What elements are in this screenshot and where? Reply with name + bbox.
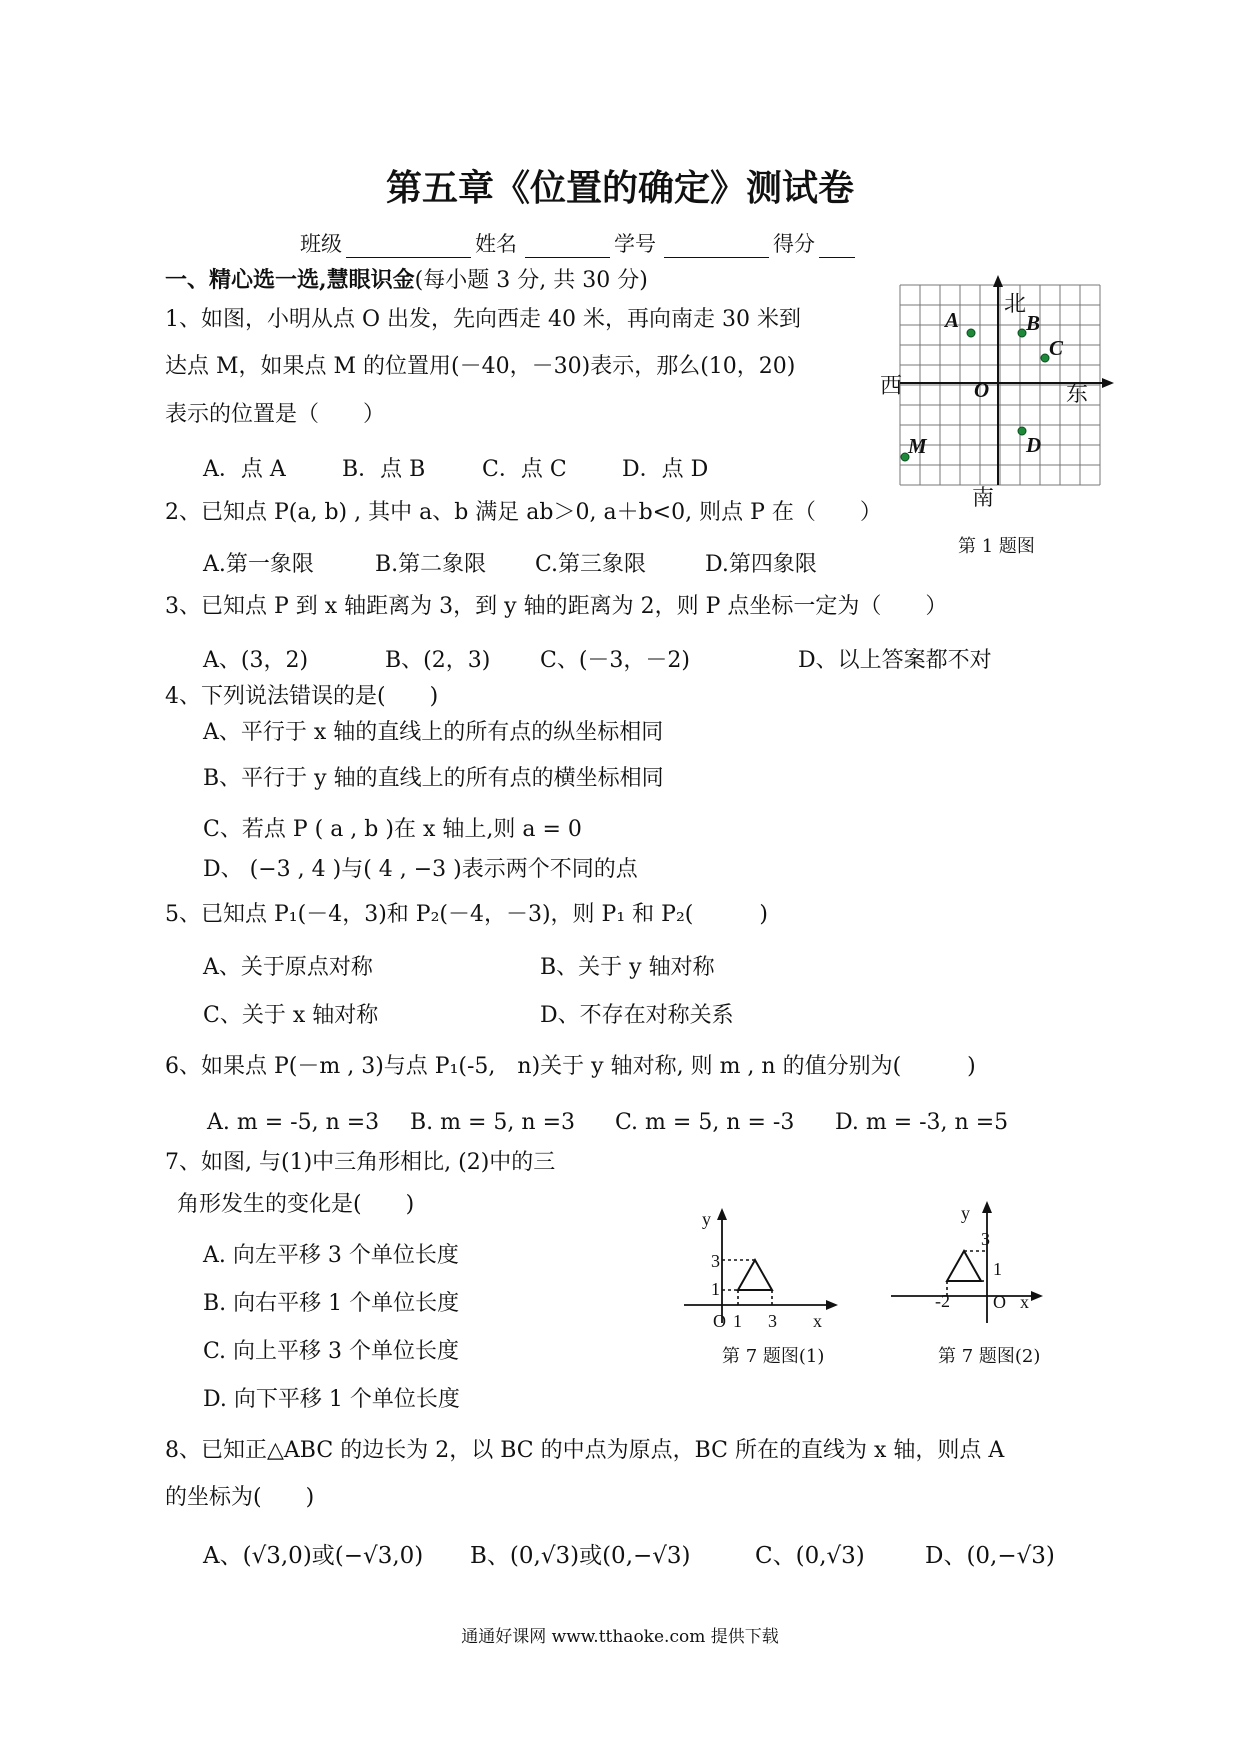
- y-arrow-icon: [717, 1208, 727, 1220]
- q5-option-d[interactable]: D、不存在对称关系: [540, 1003, 734, 1028]
- q7-option-a[interactable]: A. 向左平移 3 个单位长度: [203, 1243, 459, 1268]
- question-4: 4、下列说法错误的是( ): [165, 684, 439, 709]
- question-5: 5、已知点 P₁(－4，3)和 P₂(－4，－3)，则 P₁ 和 P₂( ): [165, 902, 768, 927]
- student-info-line: [300, 228, 859, 258]
- q4-option-c[interactable]: C、若点 P ( a , b )在 x 轴上,则 a = 0: [203, 817, 582, 842]
- fig2-value-3: 3: [981, 1229, 990, 1249]
- fig2-tick-neg2: -2: [935, 1291, 950, 1311]
- fig1-x-label: x: [813, 1311, 822, 1330]
- q1-option-d[interactable]: D．点 D: [622, 457, 709, 482]
- label-north: 北: [1004, 291, 1027, 316]
- q7-figure-2-caption: 第 7 题图(2): [938, 1346, 1041, 1367]
- label-point-a: A: [945, 308, 960, 332]
- question-8-line-2: 的坐标为( ): [165, 1485, 315, 1510]
- fig1-tick-1: 1: [733, 1311, 742, 1330]
- name-blank[interactable]: [525, 237, 610, 258]
- section-heading: [165, 265, 648, 296]
- page-title: 第五章《位置的确定》测试卷: [385, 167, 854, 209]
- fig1-value-1: 1: [711, 1279, 720, 1299]
- q5-option-a[interactable]: A、关于原点对称: [203, 955, 373, 980]
- q4-option-a[interactable]: A、平行于 x 轴的直线上的所有点的纵坐标相同: [203, 720, 664, 745]
- label-point-d: D: [1026, 433, 1042, 457]
- q5-option-b[interactable]: B、关于 y 轴对称: [540, 955, 715, 980]
- question-6: 6、如果点 P(－m , 3)与点 P₁(-5, n)关于 y 轴对称, 则 m , n 的值分别为( ): [165, 1054, 976, 1079]
- q1-figure-caption: 第 1 题图: [958, 536, 1035, 557]
- label-east: 东: [1066, 381, 1089, 406]
- label-south: 南: [972, 485, 995, 510]
- question-2: 2、已知点 P(a, b) , 其中 a、b 满足 ab＞0, a＋b<0, 则点 P 在（ ）: [165, 500, 882, 525]
- triangle-shape: [947, 1251, 981, 1281]
- point-c-marker: [1041, 354, 1049, 362]
- question-8-line-1: 8、已知正△ABC 的边长为 2，以 BC 的中点为原点，BC 所在的直线为 x 轴，则点 A: [165, 1438, 1005, 1463]
- score-label: 得分: [773, 232, 815, 256]
- question-1-line-3: 表示的位置是（ ）: [165, 402, 386, 427]
- q7-figure-1-caption: 第 7 题图(1): [722, 1346, 825, 1367]
- q3-option-b[interactable]: B、(2，3): [385, 648, 491, 673]
- question-7-line-1: 7、如图, 与(1)中三角形相比, (2)中的三: [165, 1150, 556, 1175]
- q1-option-c[interactable]: C．点 C: [482, 457, 567, 482]
- east-arrow-icon: [1102, 378, 1114, 388]
- number-label: 学号: [614, 232, 656, 256]
- q7-figure-2: [885, 1195, 1045, 1325]
- name-label: 姓名: [475, 232, 517, 256]
- label-point-c: C: [1049, 336, 1064, 360]
- class-blank[interactable]: [346, 237, 471, 258]
- question-7-line-2: 角形发生的变化是( ): [177, 1192, 415, 1217]
- q3-option-a[interactable]: A、(3，2): [203, 648, 309, 673]
- class-label: 班级: [300, 232, 342, 256]
- question-1-line-2: 达点 M，如果点 M 的位置用(－40，－30)表示，那么(10，20): [165, 354, 796, 379]
- label-point-b: B: [1026, 311, 1041, 335]
- q1-option-b[interactable]: B．点 B: [342, 457, 426, 482]
- triangle-shape: [738, 1260, 772, 1290]
- number-blank[interactable]: [664, 237, 769, 258]
- q4-option-b[interactable]: B、平行于 y 轴的直线上的所有点的横坐标相同: [203, 766, 664, 791]
- q3-option-c[interactable]: C、(－3，－2): [540, 648, 690, 673]
- q2-option-b[interactable]: B.第二象限: [375, 552, 487, 577]
- label-point-m: M: [908, 434, 927, 458]
- label-origin: O: [974, 378, 990, 402]
- q7-option-b[interactable]: B. 向右平移 1 个单位长度: [203, 1291, 460, 1316]
- q1-grid-figure: [880, 275, 1120, 520]
- point-d-marker: [1018, 427, 1026, 435]
- fig2-y-label: y: [961, 1203, 970, 1223]
- north-arrow-icon: [993, 275, 1003, 287]
- q7-figure-1: [680, 1205, 850, 1330]
- question-3: 3、已知点 P 到 x 轴距离为 3，到 y 轴的距离为 2，则 P 点坐标一定为（ ）: [165, 594, 948, 619]
- q2-option-a[interactable]: A.第一象限: [203, 552, 314, 577]
- question-1-line-1: 1、如图，小明从点 O 出发，先向西走 40 米，再向南走 30 米到: [165, 307, 801, 332]
- q7-option-c[interactable]: C. 向上平移 3 个单位长度: [203, 1339, 460, 1364]
- fig1-y-label: y: [702, 1209, 711, 1229]
- q1-option-a[interactable]: A．点 A: [203, 457, 286, 482]
- q8-option-d[interactable]: D、(0,−√3): [925, 1543, 1055, 1569]
- q7-option-d[interactable]: D. 向下平移 1 个单位长度: [203, 1387, 460, 1412]
- q2-option-c[interactable]: C.第三象限: [535, 552, 647, 577]
- fig1-origin-label: O: [713, 1311, 726, 1330]
- q5-option-c[interactable]: C、关于 x 轴对称: [203, 1003, 379, 1028]
- section-heading-note: (每小题 3 分, 共 30 分): [414, 268, 648, 293]
- point-b-marker: [1018, 329, 1026, 337]
- q8-option-b[interactable]: B、(0,√3)或(0,−√3): [470, 1543, 691, 1569]
- fig2-value-1: 1: [993, 1259, 1002, 1279]
- fig1-value-3: 3: [711, 1251, 720, 1271]
- fig2-origin-label: O: [993, 1292, 1006, 1312]
- x-arrow-icon: [826, 1300, 838, 1310]
- label-west: 西: [880, 373, 903, 398]
- point-a-marker: [967, 329, 975, 337]
- q6-option-a[interactable]: A. m = -5, n =3: [207, 1110, 380, 1135]
- q2-option-d[interactable]: D.第四象限: [705, 552, 817, 577]
- q4-option-d[interactable]: D、 (−3 , 4 )与( 4 , −3 )表示两个不同的点: [203, 857, 638, 882]
- q8-option-c[interactable]: C、(0,√3): [755, 1543, 865, 1569]
- q3-option-d[interactable]: D、以上答案都不对: [798, 648, 992, 673]
- x-arrow-icon: [1031, 1291, 1043, 1301]
- q8-option-a[interactable]: A、(√3,0)或(−√3,0): [203, 1543, 424, 1569]
- section-heading-bold: 一、精心选一选,慧眼识金: [165, 267, 415, 293]
- page-footer: 通通好课网 www.tthaoke.com 提供下载: [461, 1627, 779, 1647]
- q6-option-d[interactable]: D. m = -3, n =5: [835, 1110, 1009, 1135]
- fig2-x-label: x: [1020, 1292, 1029, 1312]
- q6-option-b[interactable]: B. m = 5, n =3: [410, 1110, 576, 1135]
- score-blank[interactable]: [819, 237, 855, 258]
- y-arrow-icon: [982, 1201, 992, 1213]
- q6-option-c[interactable]: C. m = 5, n = -3: [615, 1110, 795, 1135]
- fig1-tick-3: 3: [768, 1311, 777, 1330]
